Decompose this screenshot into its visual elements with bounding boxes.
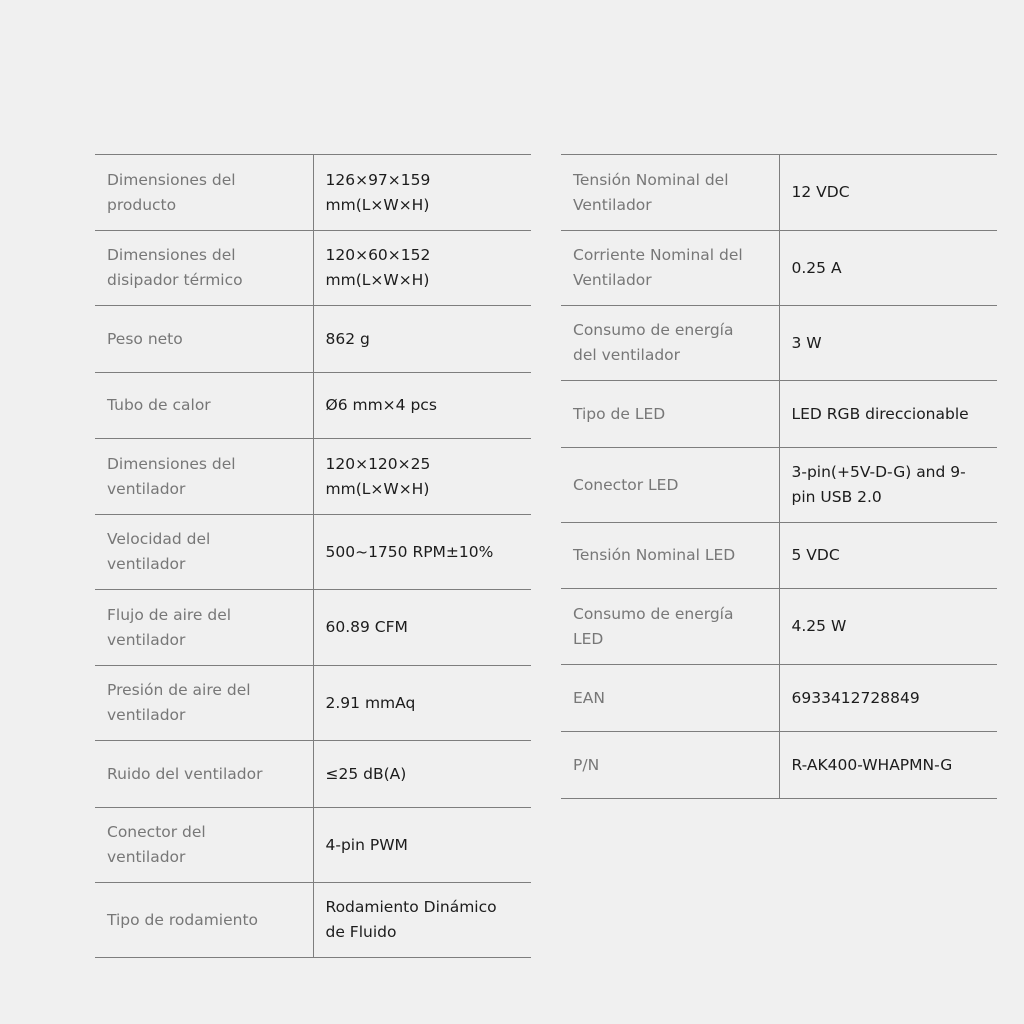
spec-label: Tensión Nominal LED <box>561 523 779 589</box>
spec-value: 3 W <box>791 333 822 352</box>
spec-value: 0.25 A <box>791 258 842 277</box>
spec-row <box>561 665 997 732</box>
spec-table-right <box>561 154 997 799</box>
spec-row <box>95 808 531 883</box>
spec-label: Flujo de aire del ventilador <box>95 590 313 666</box>
spec-value: 862 g <box>325 329 370 348</box>
spec-row <box>95 231 531 306</box>
spec-value: 120×60×152 mm(L×W×H) <box>325 246 431 289</box>
spec-row <box>561 523 997 589</box>
spec-label: EAN <box>561 665 779 732</box>
spec-row <box>95 439 531 515</box>
spec-row <box>561 448 997 523</box>
spec-value: 12 VDC <box>791 183 850 201</box>
spec-label: Ruido del ventilador <box>95 741 313 808</box>
spec-label: Dimensiones del disipador térmico <box>95 231 313 306</box>
spec-row <box>95 741 531 808</box>
spec-label: Dimensiones del producto <box>95 155 313 231</box>
spec-row <box>561 732 997 799</box>
spec-row <box>95 883 531 958</box>
spec-value: 5 VDC <box>791 546 840 564</box>
spec-row <box>561 589 997 665</box>
spec-table-left <box>95 154 531 958</box>
spec-value: Ø6 mm×4 pcs <box>325 396 437 414</box>
spec-row <box>561 306 997 381</box>
spec-value: 126×97×159 mm(L×W×H) <box>325 170 431 214</box>
spec-value: LED RGB direccionable <box>791 404 969 423</box>
spec-label: Presión de aire del ventilador <box>95 666 313 741</box>
spec-row <box>95 590 531 666</box>
spec-row <box>561 231 997 306</box>
spec-value: Rodamiento Dinámico de Fluido <box>325 898 497 941</box>
spec-value: 60.89 CFM <box>325 618 408 636</box>
spec-row <box>561 381 997 448</box>
spec-label: Tensión Nominal del Ventilador <box>561 155 779 231</box>
spec-value: 3-pin(+5V-D-G) and 9- pin USB 2.0 <box>791 463 966 506</box>
spec-row <box>95 373 531 439</box>
spec-row <box>561 155 997 231</box>
spec-value: 120×120×25 mm(L×W×H) <box>325 454 431 498</box>
spec-label: Velocidad del ventilador <box>95 515 313 590</box>
spec-value: 4-pin PWM <box>325 835 408 854</box>
spec-label: Tipo de LED <box>561 381 779 448</box>
spec-row <box>95 155 531 231</box>
spec-row <box>95 515 531 590</box>
spec-value: R-AK400-WHAPMN-G <box>791 755 953 774</box>
spec-value: 500~1750 RPM±10% <box>325 542 494 561</box>
spec-label: Consumo de energía LED <box>561 589 779 665</box>
spec-value: 4.25 W <box>791 617 847 635</box>
spec-row <box>95 306 531 373</box>
spec-value: 6933412728849 <box>791 688 920 707</box>
spec-label: Tipo de rodamiento <box>95 883 313 958</box>
spec-value: ≤25 dB(A) <box>325 764 407 783</box>
spec-label: Tubo de calor <box>95 373 313 439</box>
spec-label: Dimensiones del ventilador <box>95 439 313 515</box>
spec-label: P/N <box>561 732 779 799</box>
spec-label: Peso neto <box>95 306 313 373</box>
spec-label: Conector LED <box>561 448 779 523</box>
spec-label: Conector del ventilador <box>95 808 313 883</box>
spec-label: Corriente Nominal del Ventilador <box>561 231 779 306</box>
spec-value: 2.91 mmAq <box>325 693 416 712</box>
spec-label: Consumo de energía del ventilador <box>561 306 779 381</box>
spec-row <box>95 666 531 741</box>
